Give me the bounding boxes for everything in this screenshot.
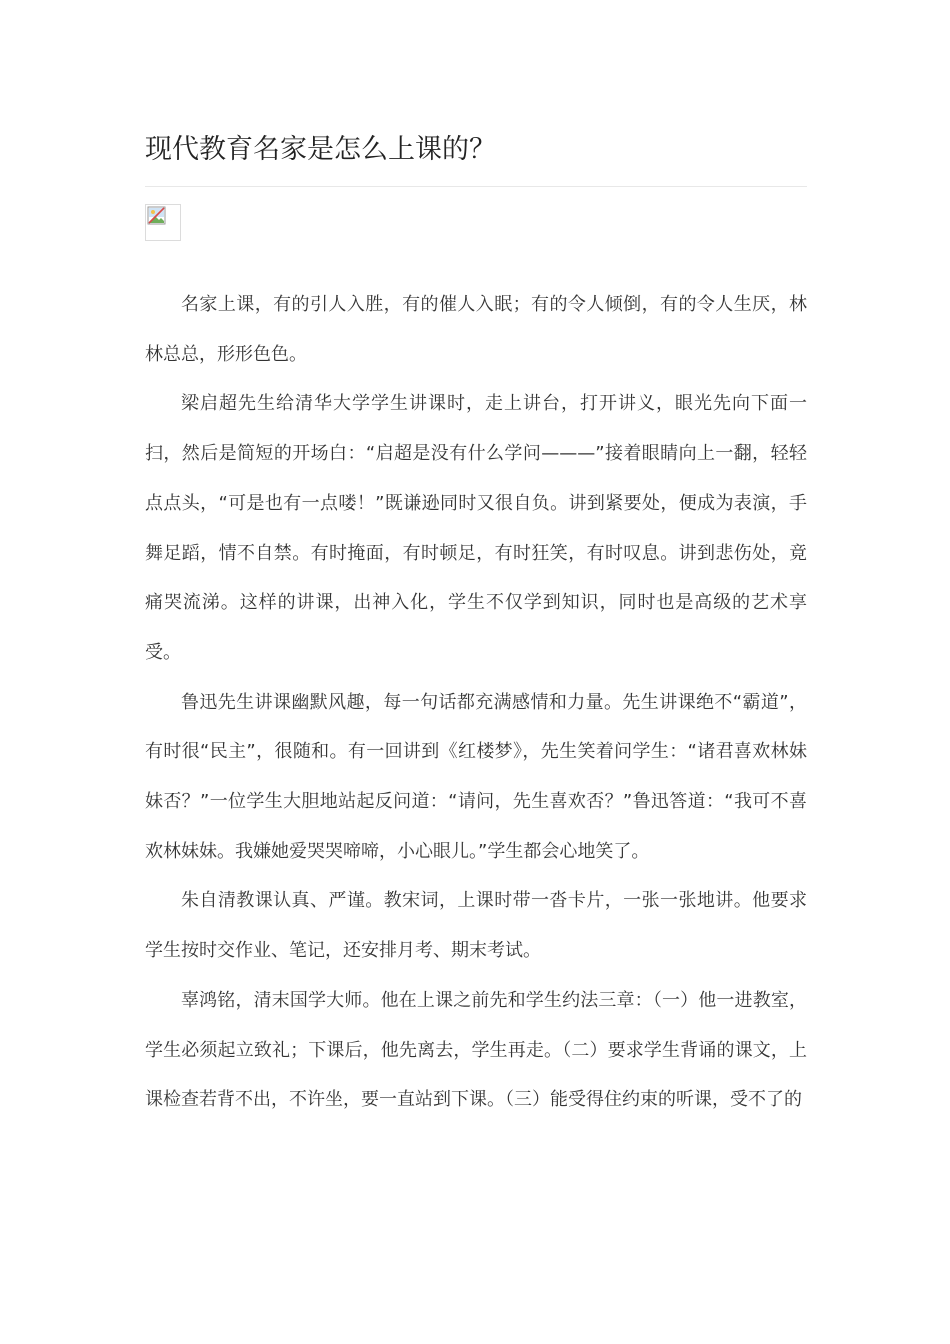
title-divider <box>145 186 807 187</box>
paragraph-gu-hongming: 辜鸿铭，清末国学大师。他在上课之前先和学生约法三章：（一）他一进教室，学生必须起立致礼；下课后，他先离去，学生再走。（二）要求学生背诵的课文，上课检查若背不出，不许坐，要一直站到下课。（三）能受得住约束的听课，受不了的 <box>145 989 807 1111</box>
article-image-placeholder <box>145 204 181 241</box>
paragraph-lu-xun: 鲁迅先生讲课幽默风趣，每一句话都充满感情和力量。先生讲课绝不“霸道”，有时很“民主”，很随和。有一回讲到《红楼梦》，先生笑着问学生：“诸君喜欢林妹妹否？”一位学生大胆地站起反问道：“请问，先生喜欢否？”鲁迅答道：“我可不喜欢林妹妹。我嫌她爱哭哭啼啼，小心眼儿。”学生都会心地笑了。 <box>145 691 807 862</box>
paragraph-intro: 名家上课，有的引人入胜，有的催人入眠；有的令人倾倒，有的令人生厌，林林总总，形形色色。 <box>145 294 807 365</box>
article-body <box>145 280 807 1125</box>
article-title: 现代教育名家是怎么上课的？ <box>145 134 496 165</box>
paragraph-liang-qichao: 梁启超先生给清华大学学生讲课时，走上讲台，打开讲义，眼光先向下面一扫，然后是简短的开场白：“启超是没有什么学问———”接着眼睛向上一翻，轻轻点点头，“可是也有一点喽！”既谦逊同时又很自负。讲到紧要处，便成为表演，手舞足蹈，情不自禁。有时掩面，有时顿足，有时狂笑，有时叹息。讲到悲伤处，竟痛哭流涕。这样的讲课，出神入化，学生不仅学到知识，同时也是高级的艺术享受。 <box>145 393 807 663</box>
broken-image-icon <box>147 206 167 226</box>
paragraph-zhu-ziqing: 朱自清教课认真、严谨。教宋词，上课时带一沓卡片，一张一张地讲。他要求学生按时交作业、笔记，还安排月考、期末考试。 <box>145 890 807 962</box>
